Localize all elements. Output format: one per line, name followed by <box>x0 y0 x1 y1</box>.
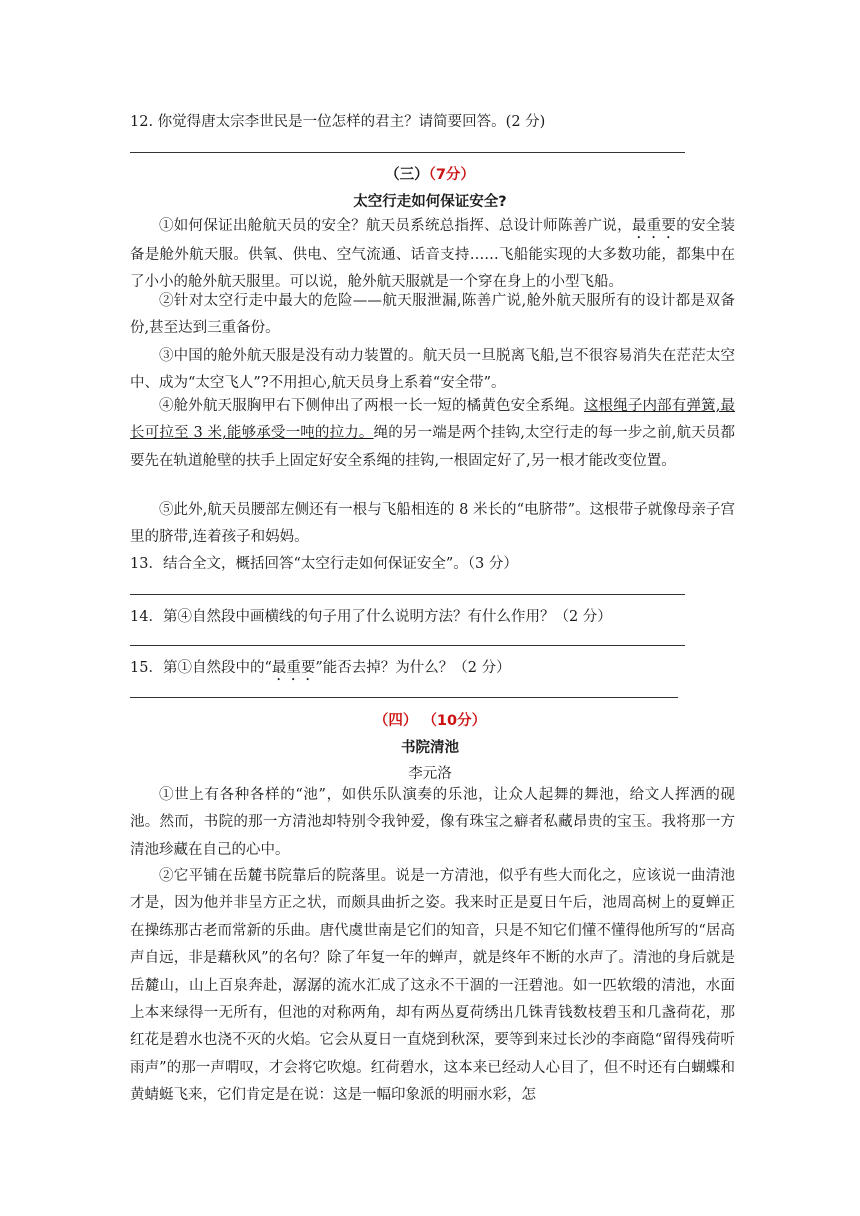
sec3-p4-part-b: 绳的另一端是两个挂钩,太空行走的每一步之前,航天员都要先在轨道舱壁的扶手上固定好安全系绳的挂钩,一根固定好了,另一根才能改变位置。 <box>130 425 735 469</box>
question-15-part-b: ”能否去掉？为什么？（2 分） <box>315 660 511 676</box>
sec3-p1-part-a: ①如何保证出舱航天员的安全？航天员系统总指挥、总设计师陈善广说， <box>159 218 632 234</box>
section-4-title: 书院清池 <box>401 740 459 756</box>
sec4-paragraph-2: ②它平铺在岳麓书院靠后的院落里。说是一方清池，似乎有些大而化之，应该说一曲清池才是，因为他并非呈方正之状，而颇具曲折之姿。我来时正是夏日午后，池周高树上的夏蝉正在操练那古老而常新的乐曲。唐代虞世南是它们的知音，只是不知它们懂不懂得他所写的“居高声自远，非是藉秋风”的名句？除了年复一年的蝉声，就是终年不断的水声了。清池的身后就是岳麓山，山上百泉奔赴，潺潺的流水汇成了这永不干涸的一汪碧池。如一匹软缎的清池，水面上本来绿得一无所有，但池的对称两角，却有两丛夏荷绣出几铢青钱数枝碧玉和几盏荷花，那红花是碧水也浇不灭的火焰。它会从夏日一直烧到秋深，要等到来过长沙的李商隐“留得残荷听雨声”的那一声喟叹，才会将它吹熄。红荷碧水，这本来已经动人心目了，但不时还有白蝴蝶和黄蜻蜓飞来，它们肯定是在说：这是一幅印象派的明丽水彩，怎 <box>130 868 735 1104</box>
section-3-heading <box>130 163 730 184</box>
sec3-p4-part-a: ④舱外航天服胸甲右下侧伸出了两根一长一短的橘黄色安全系绳。 <box>159 398 584 414</box>
section-4-number: （四） <box>373 713 418 729</box>
question-15-part-a: 15．第①自然段中的“ <box>130 660 272 676</box>
section-4-heading <box>130 709 730 730</box>
emphasis-zuizhongyao-q15: 最重要 <box>271 660 316 676</box>
section-4-author: 李元洛 <box>408 766 452 782</box>
section-4-score: （10分） <box>422 713 487 729</box>
sec3-paragraph-2: ②针对太空行走中最大的危险——航天服泄漏,陈善广说,舱外航天服所有的设计都是双备份,甚至达到三重备份。 <box>130 293 735 337</box>
answer-line-13[interactable] <box>130 594 685 595</box>
sec4-paragraph-1: ①世上有各种各样的“池”，如供乐队演奏的乐池，让众人起舞的舞池，给文人挥洒的砚池。然而，书院的那一方清池却特别令我钟爱，像有珠宝之癖者私藏昂贵的宝玉。我将那一方清池珍藏在自己的心中。 <box>130 787 735 858</box>
answer-line-15[interactable] <box>130 697 678 698</box>
section-3-title: 太空行走如何保证安全? <box>353 194 507 210</box>
answer-line-12[interactable] <box>130 152 685 153</box>
question-13: 13．结合全文，概括回答“太空行走如何保证安全”。（3 分） <box>130 556 518 572</box>
underlined-sentence: 这根绳子内部有弹簧,最长可拉至 3 米,能够承受一吨的拉力。 <box>130 398 736 442</box>
emphasis-zuizhongyao: 最重要 <box>631 218 677 234</box>
answer-line-14[interactable] <box>130 645 685 646</box>
sec3-p1-part-b: 的安全装备是舱外航天服。供氧、供电、空气流通、话音支持……飞船能实现的大多数功能，都集中在了小小的舱外航天服里。可以说，舱外航天服就是一个穿在身上的小型飞船。 <box>130 218 736 291</box>
question-15 <box>130 656 511 684</box>
section-3-number: （三） <box>385 167 429 183</box>
question-12: 12. 你觉得唐太宗李世民是一位怎样的君主？请简要回答。(2 分) <box>130 114 546 130</box>
section-3-score: （7分） <box>428 167 475 183</box>
sec3-paragraph-4 <box>130 393 735 475</box>
sec3-paragraph-5: ⑤此外,航天员腰部左侧还有一根与飞船相连的 8 米长的“电脐带”。这根带子就像母亲子宫里的脐带,连着孩子和妈妈。 <box>130 502 735 546</box>
sec3-paragraph-1 <box>130 213 735 297</box>
sec3-paragraph-3: ③中国的舱外航天服是没有动力装置的。航天员一旦脱离飞船,岂不很容易消失在茫茫太空中、成为“太空飞人”?不用担心,航天员身上系着“安全带”。 <box>130 348 735 392</box>
question-14: 14．第④自然段中画横线的句子用了什么说明方法？有什么作用？（2 分） <box>130 609 612 625</box>
